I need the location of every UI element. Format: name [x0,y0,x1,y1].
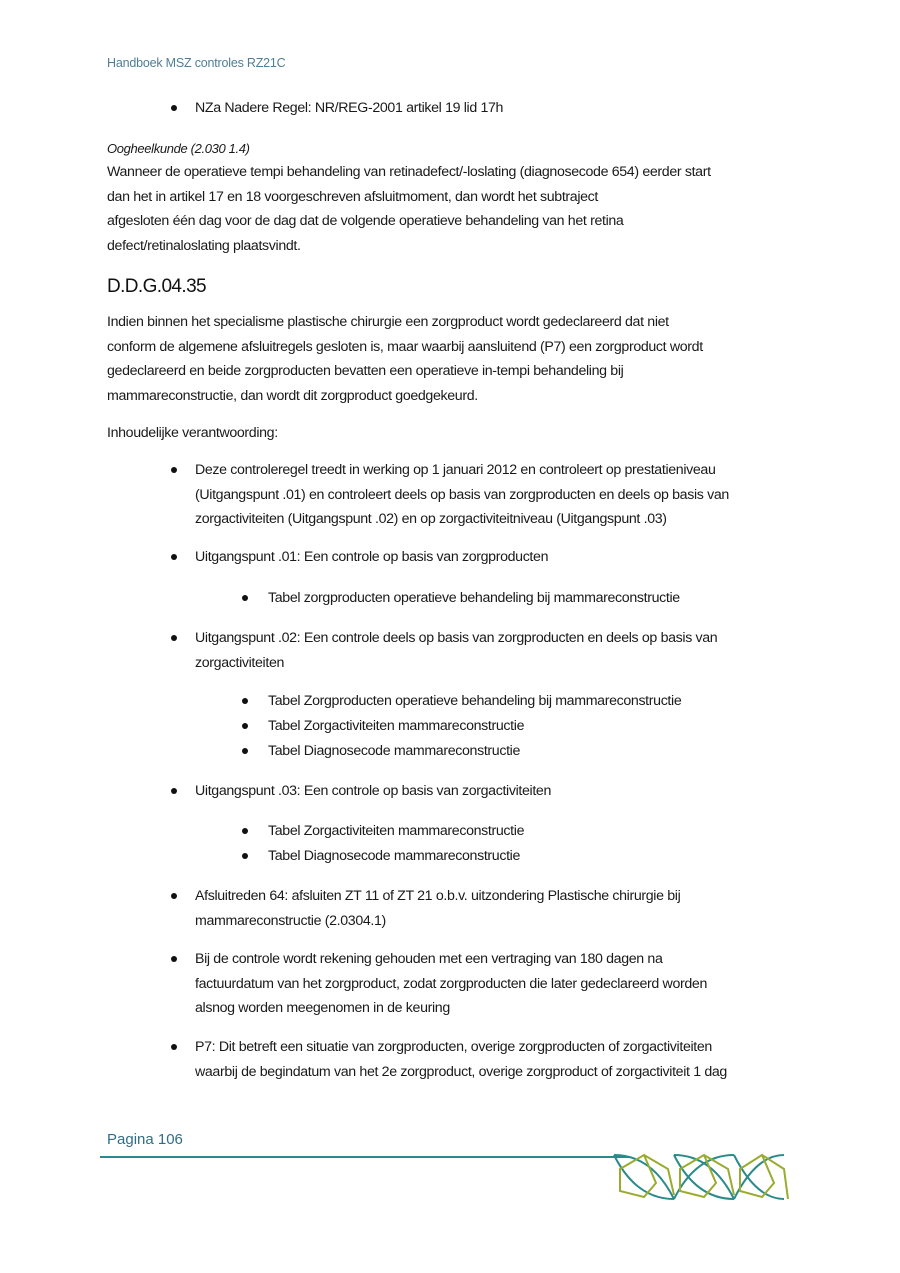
document-header: Handboek MSZ controles RZ21C [107,56,286,70]
sub-list-item [268,689,808,714]
text-line: Tabel Diagnosecode mammareconstructie [268,848,521,864]
sub-list-item [268,714,808,739]
text-line: Uitgangspunt .01: Een controle op basis van zorgproducten [195,549,549,565]
text-line: Wanneer de operatieve tempi behandeling van retinadefect/-loslating (diagnosecode 654) eerder start [107,164,711,180]
footer-divider [100,1156,630,1158]
list-item [195,884,795,933]
sub-list-item [268,819,808,844]
verantwoording-label: Inhoudelijke verantwoording: [107,425,278,441]
bullet-icon [242,828,248,834]
text-line: Bij de controle wordt rekening gehouden met een vertraging van 180 dagen na [195,951,663,967]
text-line: Indien binnen het specialisme plastische chirurgie een zorgproduct wordt gedeclareerd dat niet [107,314,669,330]
bullet-icon [242,723,248,729]
text-line: Tabel Diagnosecode mammareconstructie [268,743,521,759]
text-line: Tabel Zorgactiviteiten mammareconstructie [268,823,525,839]
list-item [195,779,795,804]
text-line: Tabel Zorgproducten operatieve behandeling bij mammareconstructie [268,693,682,709]
text-line: alsnog worden meegenomen in de keuring [195,1000,450,1016]
bullet-icon [171,554,177,560]
text-line: Afsluitreden 64: afsluiten ZT 11 of ZT 21 o.b.v. uitzondering Plastische chirurgie bij [195,888,681,904]
text-line: zorgactiviteiten (Uitgangspunt .02) en op zorgactiviteitniveau (Uitgangspunt .03) [195,511,667,527]
subsection-label: Oogheelkunde (2.030 1.4) [107,141,250,156]
text-line: Tabel zorgproducten operatieve behandeling bij mammareconstructie [268,590,680,606]
text-line: Deze controleregel treedt in werking op 1 januari 2012 en controleert op prestatieniveau [195,462,716,478]
sub-list-item [268,844,808,869]
list-item [195,96,795,121]
text-line: P7: Dit betreft een situatie van zorgproducten, overige zorgproducten of zorgactiviteiten [195,1039,712,1055]
text-line: gedeclareerd en beide zorgproducten bevatten een operatieve in-tempi behandeling bij [107,363,624,379]
bullet-icon [171,788,177,794]
bullet-icon [171,467,177,473]
text-line: mammareconstructie (2.0304.1) [195,912,386,929]
text-line: factuurdatum van het zorgproduct, zodat zorgproducten die later gedeclareerd worden [195,975,707,992]
list-item-text: NZa Nadere Regel: NR/REG-2001 artikel 19 lid 17h [195,100,504,116]
text-line: Uitgangspunt .02: Een controle deels op basis van zorgproducten en deels op basis van [195,630,718,646]
section-heading: D.D.G.04.35 [107,276,207,297]
text-line: afgesloten één dag voor de dag dat de volgende operatieve behandeling van het retina [107,213,624,229]
text-line: defect/retinaloslating plaatsvindt. [107,237,301,254]
bullet-icon [242,595,248,601]
paragraph-oogheelkunde [107,160,807,258]
paragraph-intro [107,310,807,408]
list-item [195,947,795,1021]
text-line: Uitgangspunt .03: Een controle op basis van zorgactiviteiten [195,783,551,799]
text-line: conform de algemene afsluitregels gesloten is, maar waarbij aansluitend (P7) een zorgproduct wordt [107,338,703,355]
bullet-icon [171,893,177,899]
bullet-icon [242,698,248,704]
bullet-icon [171,1044,177,1050]
bullet-icon [171,105,177,111]
sub-list-item [268,739,808,764]
list-item [195,545,795,570]
bullet-icon [171,956,177,962]
list-item [195,458,795,532]
list-item [195,1035,795,1084]
text-line: mammareconstructie, dan wordt dit zorgproduct goedgekeurd. [107,387,478,404]
list-item [195,626,795,675]
text-line: (Uitgangspunt .01) en controleert deels op basis van zorgproducten en deels op basis van [195,486,729,503]
decorative-pattern-logo-icon [612,1151,792,1203]
text-line: dan het in artikel 17 en 18 voorgeschreven afsluitmoment, dan wordt het subtraject [107,188,599,205]
page-number: Pagina 106 [107,1131,183,1148]
text-line: waarbij de begindatum van het 2e zorgproduct, overige zorgproduct of zorgactiviteit 1 dag [195,1063,727,1080]
bullet-icon [242,853,248,859]
text-line: Tabel Zorgactiviteiten mammareconstructie [268,718,525,734]
text-line: zorgactiviteiten [195,654,285,671]
sub-list-item [268,586,808,611]
bullet-icon [171,635,177,641]
bullet-icon [242,748,248,754]
